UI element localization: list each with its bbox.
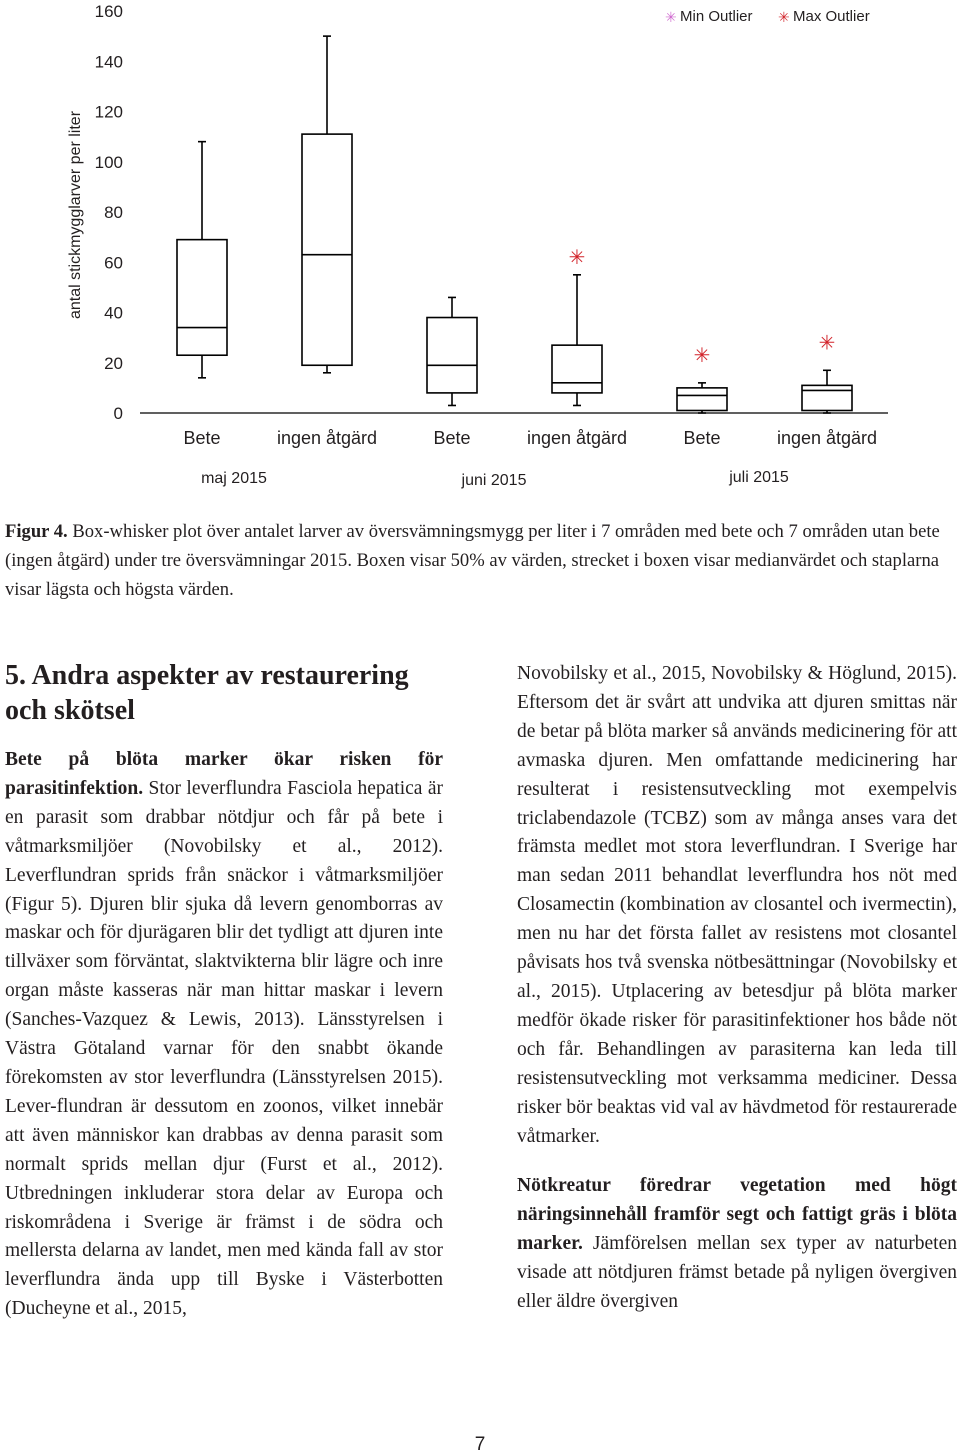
y-tick-label: 20 xyxy=(104,353,123,373)
section-title: 5. Andra aspekter av restaurering och skötsel xyxy=(5,660,409,726)
group-label: maj 2015 xyxy=(201,470,267,487)
page-number: 7 xyxy=(474,1434,486,1455)
caption-label: Figur 4. xyxy=(5,521,68,542)
category-label: Bete xyxy=(183,428,221,448)
max-outlier-marker: ✳ xyxy=(568,247,586,270)
chart-legend xyxy=(665,8,870,25)
iqr-box xyxy=(302,134,352,365)
category-label: ingen åtgärd xyxy=(526,428,628,448)
legend-label-1: Min Outlier xyxy=(680,8,753,25)
right-column xyxy=(517,660,957,1317)
iqr-box xyxy=(177,240,227,356)
category-label: ingen åtgärd xyxy=(776,428,878,448)
category-label: Bete xyxy=(683,428,721,448)
iqr-box xyxy=(802,385,852,410)
box-4 xyxy=(552,247,602,405)
box-6 xyxy=(802,333,852,413)
y-axis-label: antal stickmygglarver per liter xyxy=(67,110,84,320)
iqr-box xyxy=(552,345,602,393)
x-axis-group-labels xyxy=(201,469,789,489)
y-tick-label: 40 xyxy=(104,303,123,323)
right-paragraph-2 xyxy=(517,1172,957,1317)
right-body-text: Jämförelsen mellan sex typer av naturbeten visade att nötdjuren främst betade på nyligen övergiven eller äldre övergiven xyxy=(517,1233,957,1313)
category-label: ingen åtgärd xyxy=(276,428,378,448)
box-plot-series xyxy=(177,36,852,413)
left-paragraph xyxy=(5,746,443,1324)
box-whisker-chart xyxy=(0,0,960,500)
box-3 xyxy=(427,297,477,405)
box-2 xyxy=(302,36,352,373)
right-lead-heading: Nötkreatur föredrar vegetation med högt näringsinnehåll framför segt och fattigt gräs i blöta marker. xyxy=(517,1175,957,1255)
y-axis xyxy=(95,2,888,423)
right-paragraph-1: Novobilsky et al., 2015, Novobilsky & Höglund, 2015). Eftersom det är svårt att undvika att djuren smittas när de betar på blöta marker så används medicinering för att avmaska djuren. Men omfattande medicinering har resulterat i resistensutveckling mot exempelvis triclabendazole (TCBZ) som av många anses vara det främsta medlet mot stora leverflundran. I Sverige har man sedan 2011 behandlat leverflundra hos nöt med Closamectin (kombination av closantel och ivermectin), men nu har det första fallet av resistens mot closantel påvisats hos två svenska nötbesättningar (Novobilsky et al., 2015). Utplacering av betesdjur på blöta marker medför ökade risker för parasitinfektioner hos både nöt och får. Behandlingen av parasiterna kan leda till resistensutveckling mot verksamma mediciner. Dessa risker bör beaktas vid val av hävdmetod för restaurerade våtmarker. xyxy=(517,663,957,1147)
y-tick-label: 60 xyxy=(104,253,123,273)
left-body-text: Stor leverflundra Fasciola hepatica är en parasit som drabbar nötdjur och får på bete i våtmarksmiljöer (Novobilsky et al., 2012). Leverflundran sprids från snäckor i våtmarksmiljöer (Figur 5). Djuren blir sjuka då levern genomborras av maskar och för djurägaren blir det tydligt att djuren inte tillväxer som förväntat, slaktvikterna blir lägre och inre organ måste kasseras när man hittar maskar i levern (Sanches-Vazquez & Lewis, 2013). Länsstyrelsen i Västra Götaland varnar för den snabbt ökande förekomsten av stor leverflundra (Länsstyrelsen 2015). Lever-flundran är dessutom en zoonos, vilket innebär att även människor kan drabbas av denna parasit som normalt sprids mellan djur (Furst et al., 2012). Utbredningen inkluderar stora delar av Europa och riskområdena i Sverige är främst i de södra och mellersta delarna av landet, men med kända fall av stor leverflundra ända upp till Byske i Västerbotten (Ducheyne et al., 2015, xyxy=(5,777,443,1320)
group-label: juli 2015 xyxy=(729,469,789,486)
y-tick-label: 80 xyxy=(104,203,123,222)
y-tick-label: 100 xyxy=(94,152,123,172)
figure-caption xyxy=(5,517,950,604)
left-lead-heading: Bete på blöta marker ökar risken för parasitinfektion. xyxy=(5,749,443,799)
legend-marker-2: ✳ xyxy=(778,9,790,25)
max-outlier-marker: ✳ xyxy=(818,332,836,355)
caption-text: Box-whisker plot över antalet larver av översvämningsmygg per liter i 7 områden med bete och 7 områden utan bete (ingen åtgärd) under tre översvämningar 2015. Boxen visar 50% av värden, strecket i boxen visar medianvärdet och staplarna visar lägsta och högsta värden. xyxy=(5,521,940,600)
y-tick-label: 120 xyxy=(94,102,123,122)
legend-marker-1: ✳ xyxy=(665,9,677,25)
group-label: juni 2015 xyxy=(461,472,527,489)
y-tick-label: 160 xyxy=(94,2,123,21)
box-1 xyxy=(177,142,227,378)
x-axis-category-labels xyxy=(183,428,877,448)
iqr-box xyxy=(427,318,477,393)
y-tick-label: 140 xyxy=(94,52,123,72)
max-outlier-marker: ✳ xyxy=(693,345,711,368)
legend-label-2: Max Outlier xyxy=(793,8,870,25)
box-5 xyxy=(677,345,727,413)
left-column xyxy=(5,746,443,1324)
category-label: Bete xyxy=(433,428,471,448)
iqr-box xyxy=(677,388,727,411)
y-tick-label: 0 xyxy=(113,404,123,423)
